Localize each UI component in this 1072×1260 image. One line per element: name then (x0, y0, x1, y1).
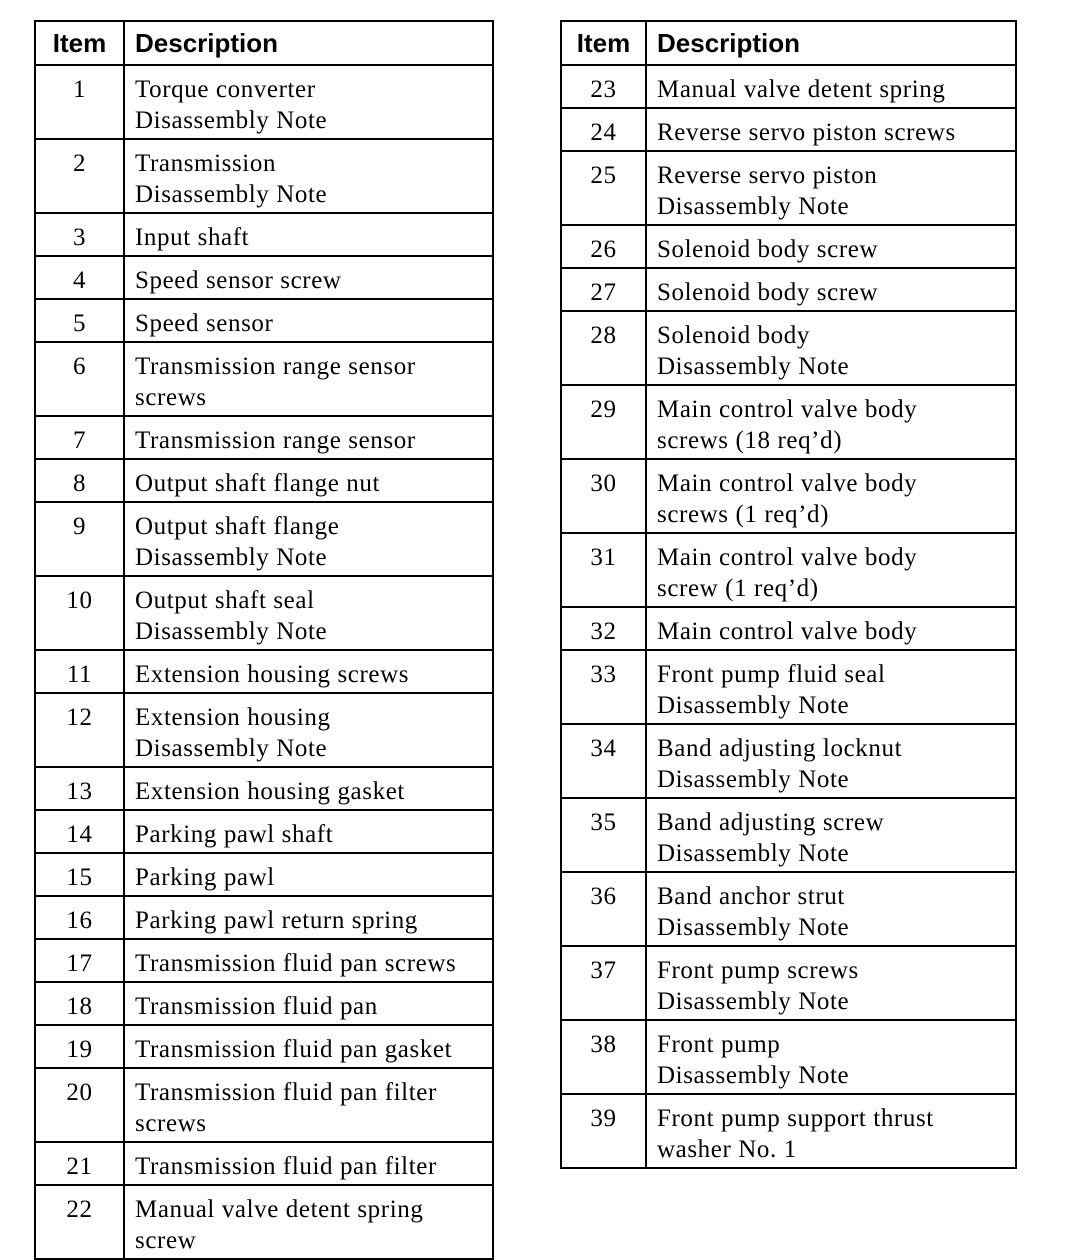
description-line: Front pump screws (657, 957, 859, 984)
item-number: 38 (561, 1020, 646, 1094)
description-line: Output shaft flange nut (135, 470, 381, 497)
item-description (124, 139, 493, 213)
table-row (561, 650, 1016, 724)
description-line: Disassembly Note (657, 840, 850, 867)
description-line: Main control valve body (657, 544, 918, 571)
item-number: 8 (35, 459, 124, 502)
item-description (124, 416, 493, 459)
description-line: Torque converter (135, 76, 316, 103)
item-number: 18 (35, 982, 124, 1025)
description-line: Manual valve detent spring (657, 76, 946, 103)
item-description (646, 385, 1016, 459)
item-number: 33 (561, 650, 646, 724)
description-line: Extension housing (135, 704, 331, 731)
description-line: Disassembly Note (657, 353, 850, 380)
item-number: 11 (35, 650, 124, 693)
table-row (561, 1094, 1016, 1168)
item-number: 37 (561, 946, 646, 1020)
item-description (646, 872, 1016, 946)
description-line: Main control valve body (657, 618, 918, 645)
table-row (561, 108, 1016, 151)
item-description (646, 225, 1016, 268)
table-row (35, 1068, 493, 1142)
item-description (124, 1142, 493, 1185)
table-row (35, 256, 493, 299)
item-number: 2 (35, 139, 124, 213)
item-number: 12 (35, 693, 124, 767)
item-description (646, 650, 1016, 724)
item-description (124, 576, 493, 650)
item-description (124, 213, 493, 256)
item-number: 13 (35, 767, 124, 810)
item-number: 25 (561, 151, 646, 225)
item-number: 30 (561, 459, 646, 533)
item-number: 35 (561, 798, 646, 872)
item-description (124, 342, 493, 416)
item-description (124, 459, 493, 502)
description-line: Solenoid body (657, 322, 810, 349)
description-line: Disassembly Note (657, 1062, 850, 1089)
item-description (646, 607, 1016, 650)
item-description (646, 459, 1016, 533)
item-column-header: Item (35, 21, 124, 65)
table-row (35, 767, 493, 810)
item-number: 21 (35, 1142, 124, 1185)
description-line: Transmission fluid pan gasket (135, 1036, 453, 1063)
description-line: washer No. 1 (657, 1136, 797, 1163)
description-line: Disassembly Note (657, 914, 850, 941)
description-line: Disassembly Note (135, 618, 328, 645)
table-row (561, 872, 1016, 946)
description-line: Reverse servo piston (657, 162, 878, 189)
item-description (124, 939, 493, 982)
item-description (124, 299, 493, 342)
item-description (646, 311, 1016, 385)
item-number: 29 (561, 385, 646, 459)
description-line: Extension housing gasket (135, 778, 405, 805)
item-description (124, 1025, 493, 1068)
item-number: 6 (35, 342, 124, 416)
item-description (646, 65, 1016, 108)
item-number: 28 (561, 311, 646, 385)
table-row (35, 65, 493, 139)
item-number: 31 (561, 533, 646, 607)
item-description (646, 1020, 1016, 1094)
description-column-header: Description (646, 21, 1016, 65)
description-line: Speed sensor (135, 310, 274, 337)
item-number: 20 (35, 1068, 124, 1142)
item-description (646, 268, 1016, 311)
description-line: Output shaft seal (135, 587, 315, 614)
table-row (35, 1142, 493, 1185)
table-row (561, 798, 1016, 872)
item-number: 19 (35, 1025, 124, 1068)
description-line: Parking pawl shaft (135, 821, 334, 848)
description-line: Front pump support thrust (657, 1105, 934, 1132)
item-description (646, 108, 1016, 151)
item-description (124, 65, 493, 139)
description-line: Manual valve detent spring (135, 1196, 424, 1223)
description-line: Transmission fluid pan screws (135, 950, 457, 977)
item-number: 23 (561, 65, 646, 108)
description-line: Disassembly Note (657, 193, 850, 220)
table-row (35, 810, 493, 853)
table-row (561, 225, 1016, 268)
description-line: Main control valve body (657, 396, 918, 423)
item-description (124, 693, 493, 767)
item-description (646, 798, 1016, 872)
table-header-row (35, 21, 493, 65)
description-column-header: Description (124, 21, 493, 65)
item-number: 34 (561, 724, 646, 798)
item-description (124, 1185, 493, 1259)
parts-table-left (34, 20, 494, 1260)
item-number: 10 (35, 576, 124, 650)
table-row (35, 416, 493, 459)
table-row (561, 459, 1016, 533)
item-description (124, 1068, 493, 1142)
description-line: Parking pawl (135, 864, 275, 891)
item-description (646, 724, 1016, 798)
table-row (35, 576, 493, 650)
item-description (124, 810, 493, 853)
parts-table-body (35, 65, 493, 1259)
table-row (35, 650, 493, 693)
description-line: screw (1 req’d) (657, 575, 819, 602)
table-row (561, 533, 1016, 607)
item-description (124, 896, 493, 939)
table-row (35, 1185, 493, 1259)
description-line: Transmission fluid pan filter (135, 1079, 437, 1106)
item-number: 1 (35, 65, 124, 139)
item-column-header: Item (561, 21, 646, 65)
table-row (561, 151, 1016, 225)
item-number: 39 (561, 1094, 646, 1168)
description-line: Transmission fluid pan filter (135, 1153, 437, 1180)
description-line: Disassembly Note (135, 181, 328, 208)
table-row (35, 213, 493, 256)
description-line: Band adjusting screw (657, 809, 885, 836)
item-number: 16 (35, 896, 124, 939)
table-row (35, 459, 493, 502)
description-line: Disassembly Note (657, 692, 850, 719)
description-line: Main control valve body (657, 470, 918, 497)
table-row (561, 268, 1016, 311)
item-description (646, 151, 1016, 225)
item-number: 7 (35, 416, 124, 459)
item-description (124, 767, 493, 810)
item-number: 32 (561, 607, 646, 650)
table-row (561, 946, 1016, 1020)
description-line: screws (1 req’d) (657, 501, 830, 528)
item-description (124, 256, 493, 299)
description-line: Solenoid body screw (657, 236, 879, 263)
table-row (35, 896, 493, 939)
description-line: Transmission fluid pan (135, 993, 378, 1020)
description-line: screws (135, 1110, 207, 1137)
description-line: Input shaft (135, 224, 250, 251)
item-description (124, 853, 493, 896)
description-line: Output shaft flange (135, 513, 340, 540)
item-number: 4 (35, 256, 124, 299)
description-line: Disassembly Note (657, 988, 850, 1015)
table-row (561, 65, 1016, 108)
item-description (124, 982, 493, 1025)
description-line: Front pump (657, 1031, 781, 1058)
description-line: Disassembly Note (135, 107, 328, 134)
description-line: Solenoid body screw (657, 279, 879, 306)
description-line: Band anchor strut (657, 883, 845, 910)
item-description (646, 533, 1016, 607)
description-line: Disassembly Note (135, 735, 328, 762)
description-line: screw (135, 1227, 197, 1254)
item-description (646, 946, 1016, 1020)
description-line: screws (135, 384, 207, 411)
table-row (35, 939, 493, 982)
description-line: Transmission range sensor (135, 353, 416, 380)
table-row (35, 139, 493, 213)
table-row (561, 607, 1016, 650)
description-line: Transmission (135, 150, 277, 177)
table-row (35, 853, 493, 896)
table-row (561, 724, 1016, 798)
table-row (561, 1020, 1016, 1094)
table-row (561, 385, 1016, 459)
description-line: Transmission range sensor (135, 427, 416, 454)
item-number: 5 (35, 299, 124, 342)
table-row (35, 342, 493, 416)
table-row (35, 693, 493, 767)
description-line: Parking pawl return spring (135, 907, 418, 934)
table-row (561, 311, 1016, 385)
table-header-row (561, 21, 1016, 65)
description-line: Speed sensor screw (135, 267, 342, 294)
item-description (124, 650, 493, 693)
item-number: 14 (35, 810, 124, 853)
description-line: Disassembly Note (135, 544, 328, 571)
description-line: Extension housing screws (135, 661, 410, 688)
item-description (124, 502, 493, 576)
item-number: 24 (561, 108, 646, 151)
table-row (35, 502, 493, 576)
item-number: 26 (561, 225, 646, 268)
description-line: Disassembly Note (657, 766, 850, 793)
item-number: 22 (35, 1185, 124, 1259)
item-number: 15 (35, 853, 124, 896)
item-description (646, 1094, 1016, 1168)
description-line: Band adjusting locknut (657, 735, 903, 762)
table-row (35, 982, 493, 1025)
parts-table-right (560, 20, 1017, 1169)
description-line: screws (18 req’d) (657, 427, 843, 454)
description-line: Front pump fluid seal (657, 661, 886, 688)
item-number: 9 (35, 502, 124, 576)
item-number: 27 (561, 268, 646, 311)
item-number: 3 (35, 213, 124, 256)
table-row (35, 299, 493, 342)
description-line: Reverse servo piston screws (657, 119, 956, 146)
item-number: 36 (561, 872, 646, 946)
table-row (35, 1025, 493, 1068)
parts-table-body (561, 65, 1016, 1168)
item-number: 17 (35, 939, 124, 982)
